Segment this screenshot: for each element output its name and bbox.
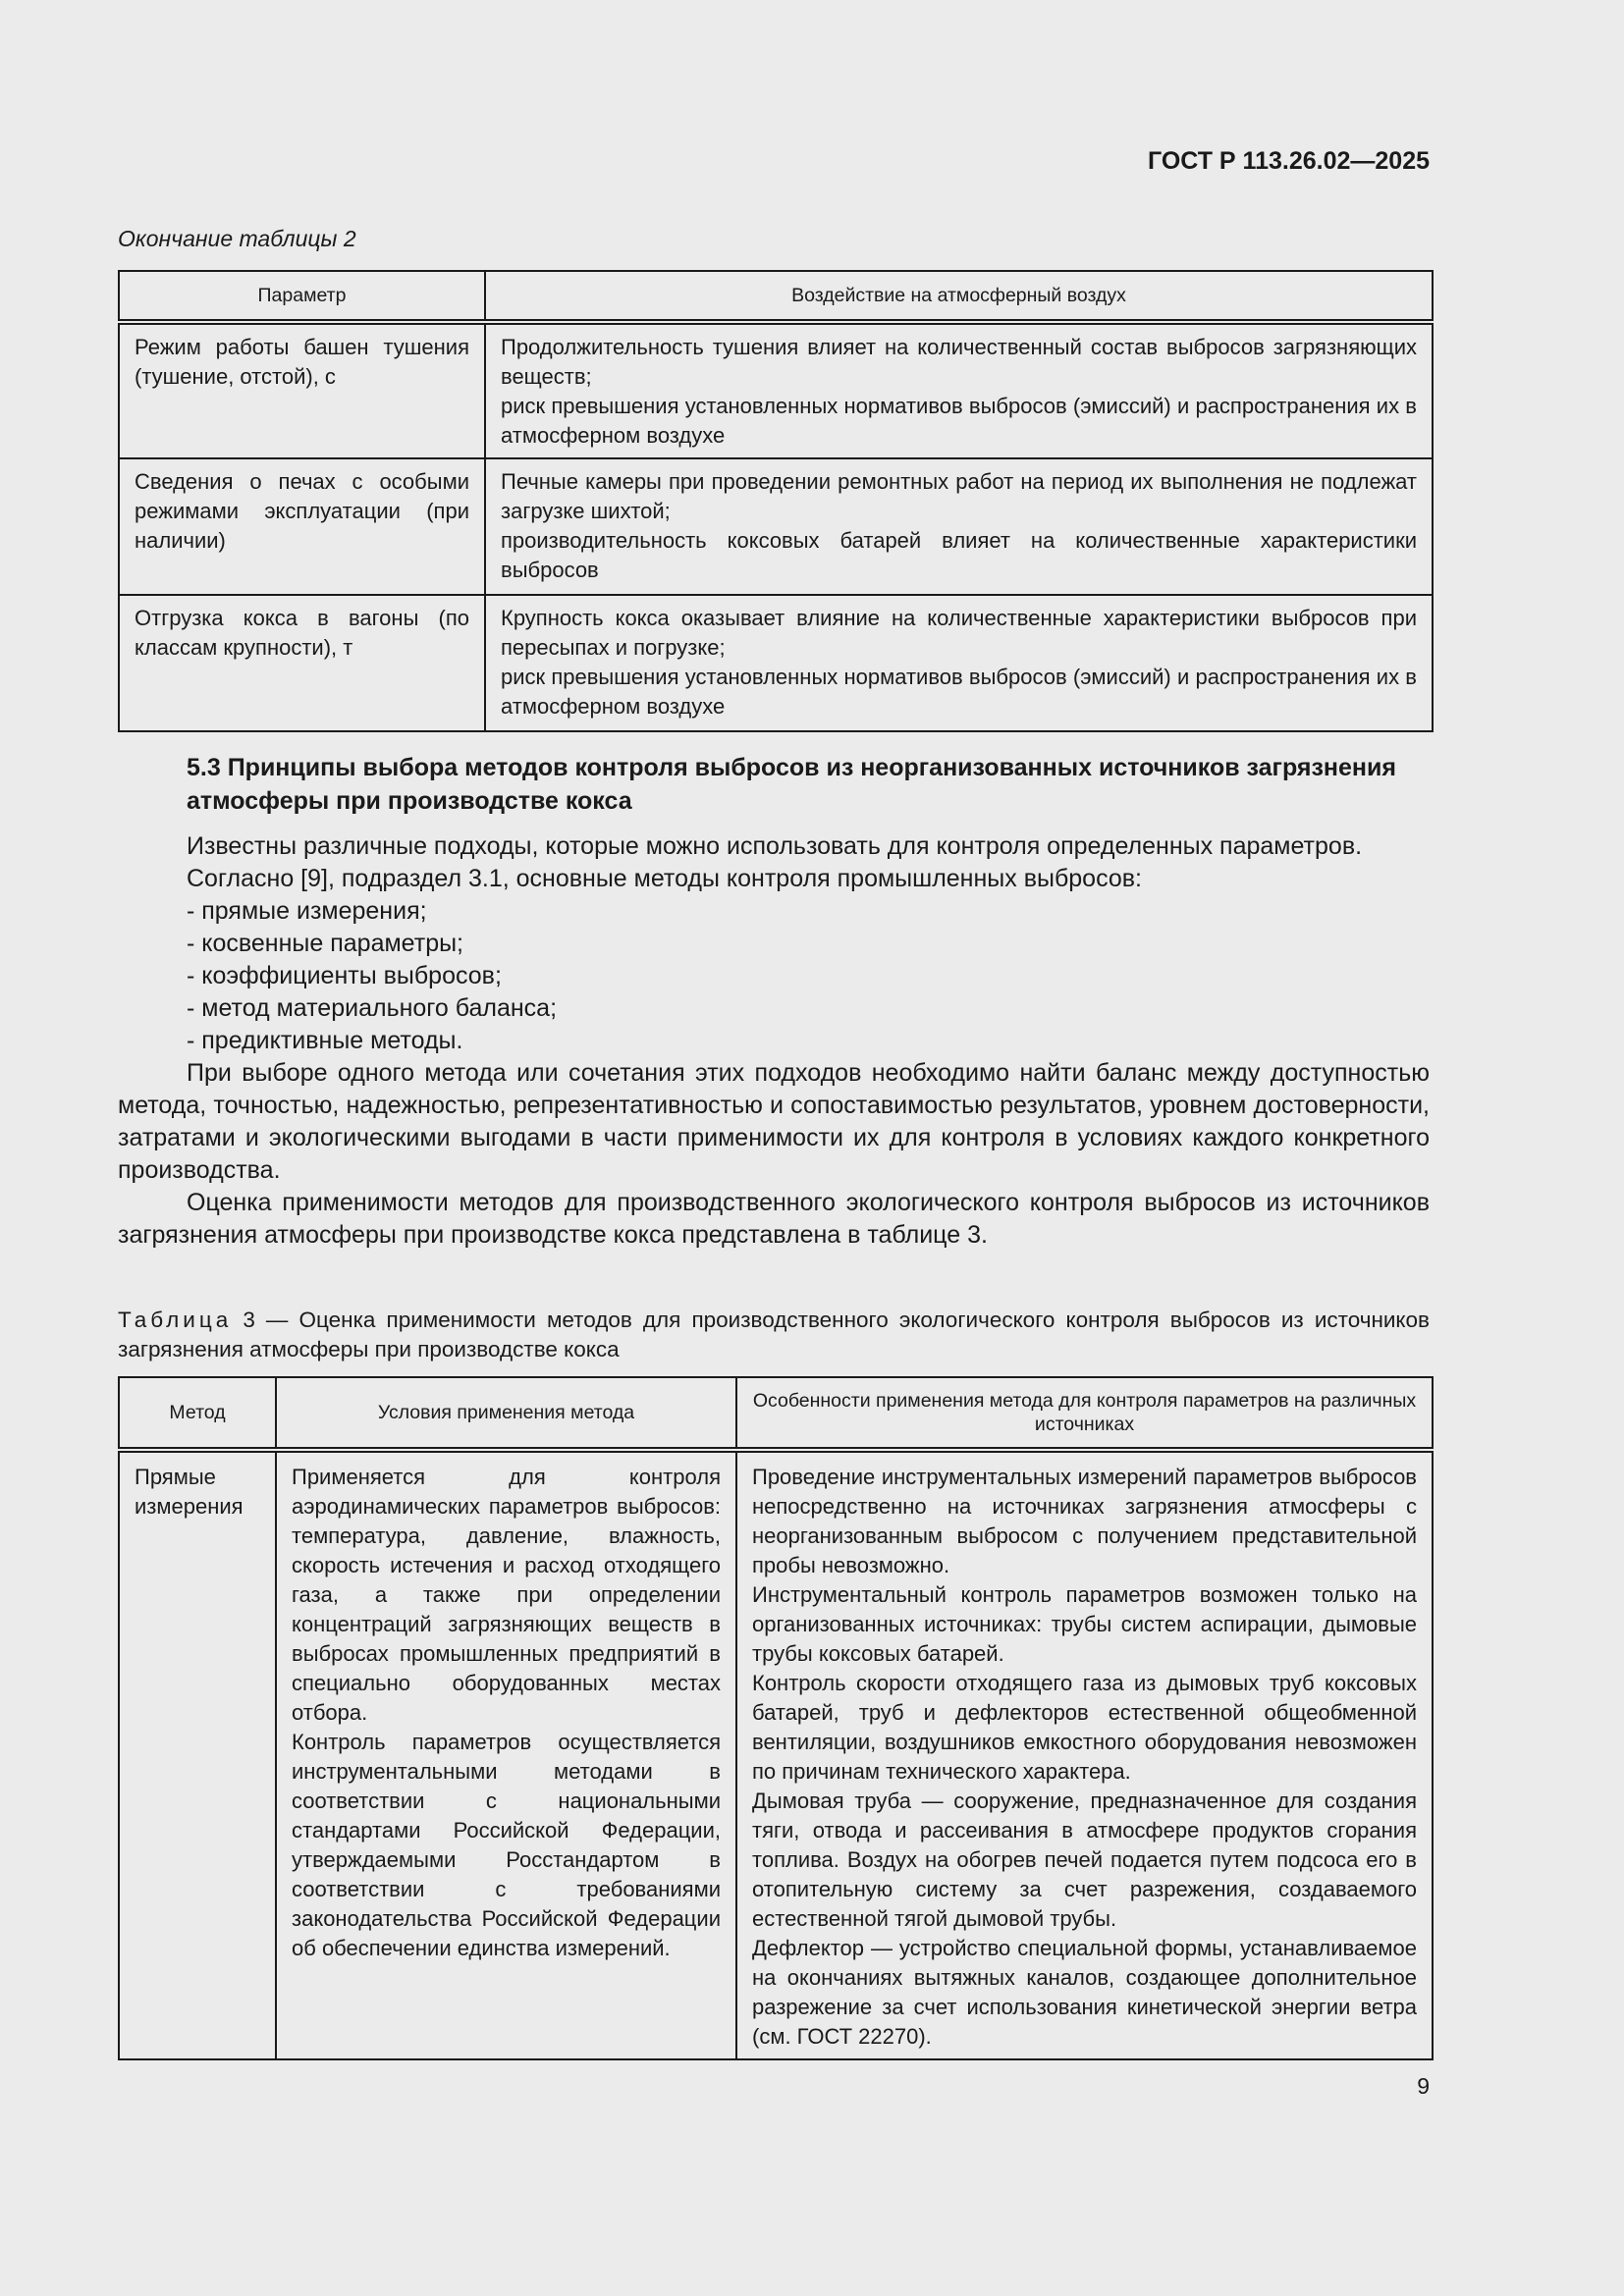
table-3 [118, 1376, 1434, 2060]
table-row [119, 595, 1433, 731]
effect-line: риск превышения установленных нормативов выбросов (эмиссий) и распространения их в атмосферном воздухе [501, 665, 1417, 719]
column-header-effect: Воздействие на атмосферный воздух [485, 271, 1433, 322]
page-number: 9 [1417, 2073, 1430, 2099]
table-2 [118, 270, 1434, 732]
table-2-caption: Окончание таблицы 2 [118, 226, 356, 251]
method-cell: Прямые измерения [119, 1450, 276, 2059]
paragraph: Оценка применимости методов для производственного экологического контроля выбросов из источников загрязнения атмосферы при производстве кокса представлена в таблице 3. [118, 1189, 1430, 1249]
section-heading: 5.3 Принципы выбора методов контроля выбросов из неорганизованных источников загрязнения атмосферы при производстве кокса [187, 754, 1396, 815]
parameter-cell: Сведения о печах с особыми режимами эксплуатации (при наличии) [119, 458, 485, 595]
effect-line: Печные камеры при проведении ремонтных работ на период их выполнения не подлежат загрузке шихтой; [501, 469, 1417, 523]
document-id: ГОСТ Р 113.26.02—2025 [1147, 147, 1430, 175]
section-body [118, 830, 1430, 1252]
features-paragraph: Дымовая труба — сооружение, предназначенное для создания тяги, отвода и рассеивания в атмосфере продуктов сгорания топлива. Воздух на обогрев печей подается путем подсоса его в отопительную систему за счет разрежения, создаваемого естественной тягой дымовой трубы. [752, 1789, 1417, 1931]
conditions-paragraph: Контроль параметров осуществляется инструментальными методами в соответствии с национальными стандартами Российской Федерации, утверждаемыми Росстандартом в соответствии с требованиями законодательства Российской Федерации об обеспечении единства измерений. [292, 1730, 721, 1960]
effect-cell [485, 458, 1433, 595]
table-header-row [119, 1377, 1433, 1450]
features-cell [736, 1450, 1433, 2059]
table-caption-label: Таблица [118, 1308, 233, 1332]
conditions-paragraph: Применяется для контроля аэродинамических параметров выбросов: температура, давление, влажность, скорость истечения и расход отходящего газа, а также при определении концентраций загрязняющих веществ в выбросах промышленных предприятий в специально оборудованных местах отбора. [292, 1465, 721, 1725]
table-row [119, 458, 1433, 595]
table-header-row [119, 271, 1433, 322]
features-paragraph: Проведение инструментальных измерений параметров выбросов непосредственно на источниках загрязнения атмосферы с неорганизованным выбросом с получением представительной пробы невозможно. [752, 1465, 1417, 1577]
paragraph: Согласно [9], подраздел 3.1, основные методы контроля промышленных выбросов: [187, 865, 1142, 892]
column-header-parameter: Параметр [119, 271, 485, 322]
effect-line: Продолжительность тушения влияет на количественный состав выбросов загрязняющих веществ; [501, 335, 1417, 389]
features-paragraph: Дефлектор — устройство специальной формы, устанавливаемое на окончаниях вытяжных каналов, создающее дополнительное разрежение за счет использования кинетической энергии ветра (см. ГОСТ 22270). [752, 1936, 1417, 2049]
table-row [119, 1450, 1433, 2059]
methods-list [118, 895, 1430, 1057]
table-caption-text: 3 — Оценка применимости методов для производственного экологического контроля выбросов из источников загрязнения атмосферы при производстве кокса [118, 1308, 1430, 1362]
list-item: - метод материального баланса; [187, 994, 558, 1022]
paragraph: При выборе одного метода или сочетания этих подходов необходимо найти баланс между доступностью метода, точностью, надежностью, репрезентативностью и сопоставимостью результатов, уровнем достоверности, затратами и экологическими выгодами в части применимости их для контроля в условиях каждого конкретного производства. [118, 1059, 1430, 1184]
list-item: - коэффициенты выбросов; [187, 962, 502, 989]
table-3-caption [118, 1306, 1430, 1364]
paragraph: Известны различные подходы, которые можно использовать для контроля определенных параметров. [187, 832, 1363, 860]
features-paragraph: Инструментальный контроль параметров возможен только на организованных источниках: трубы систем аспирации, дымовые трубы коксовых батарей. [752, 1582, 1417, 1666]
column-header-features: Особенности применения метода для контроля параметров на различных источниках [736, 1377, 1433, 1450]
list-item: - предиктивные методы. [187, 1027, 463, 1054]
features-paragraph: Контроль скорости отходящего газа из дымовых труб коксовых батарей, труб и дефлекторов естественной общеобменной вентиляции, воздушников емкостного оборудования невозможен по причинам технического характера. [752, 1671, 1417, 1784]
column-header-method: Метод [119, 1377, 276, 1450]
table-row [119, 322, 1433, 458]
parameter-cell: Режим работы башен тушения (тушение, отстой), с [119, 322, 485, 458]
effect-cell [485, 322, 1433, 458]
parameter-cell: Отгрузка кокса в вагоны (по классам крупности), т [119, 595, 485, 731]
effect-line: риск превышения установленных нормативов выбросов (эмиссий) и распространения их в атмосферном воздухе [501, 394, 1417, 448]
effect-line: производительность коксовых батарей влияет на количественные характеристики выбросов [501, 528, 1417, 582]
conditions-cell [276, 1450, 736, 2059]
list-item: - косвенные параметры; [187, 930, 464, 957]
list-item: - прямые измерения; [187, 897, 427, 925]
effect-line: Крупность кокса оказывает влияние на количественные характеристики выбросов при пересыпах и погрузке; [501, 606, 1417, 660]
effect-cell [485, 595, 1433, 731]
column-header-conditions: Условия применения метода [276, 1377, 736, 1450]
